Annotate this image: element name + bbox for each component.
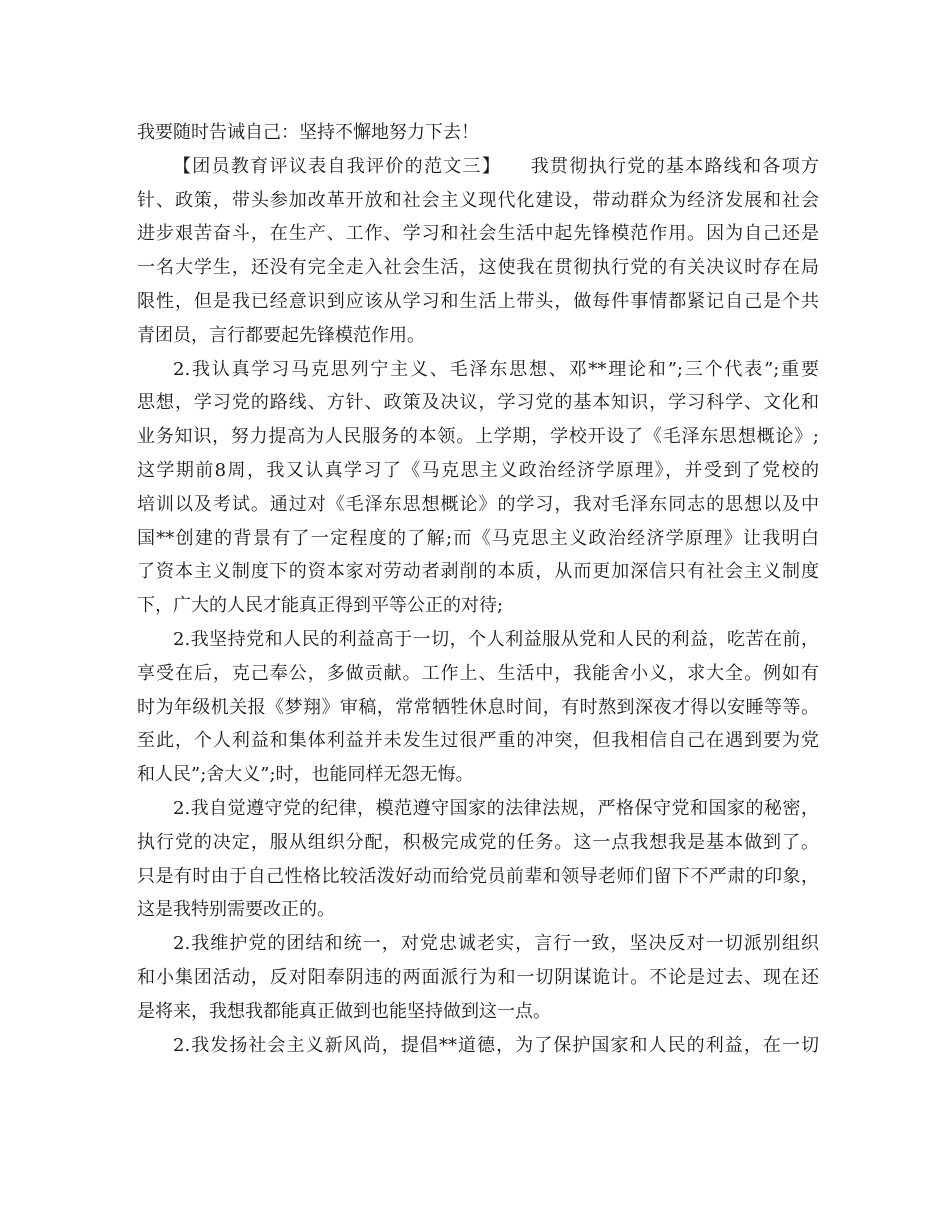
text-line: 【团员教育评议表自我评价的范文三】 我贯彻执行党的基本路线和各项方	[173, 155, 819, 177]
text-line: 我要随时告诫自己：坚持不懈地努力下去！	[137, 122, 479, 143]
text-line: 下，广大的人民才能真正得到平等公正的对待;	[137, 595, 504, 617]
text-line: 国**创建的背景有了一定程度的了解;而《马克思主义政治经济学原理》让我明白	[137, 527, 819, 549]
text-line: 享受在后，克己奉公，多做贡献。工作上、生活中，我能舍小义，求大全。例如有	[137, 662, 819, 684]
text-line: 这学期前8周，我又认真学习了《马克思主义政治经济学原理》，并受到了党校的	[137, 459, 819, 481]
text-line: 2.我维护党的团结和统一，对党忠诚老实，言行一致，坚决反对一切派别组织	[173, 933, 819, 955]
text-line: 2.我自觉遵守党的纪律，模范遵守国家的法律法规，严格保守党和国家的秘密，	[173, 797, 819, 819]
text-line: 是将来，我想我都能真正做到也能坚持做到这一点。	[137, 1000, 551, 1022]
text-line: 2.我坚持党和人民的利益高于一切，个人利益服从党和人民的利益，吃苦在前，	[173, 628, 819, 650]
text-line: 2.我认真学习马克思列宁主义、毛泽东思想、邓**理论和”;三个代表”;重要	[173, 358, 819, 380]
text-line: 和人民”;舍大义”;时，也能同样无怨无悔。	[137, 764, 474, 786]
text-line: 业务知识，努力提高为人民服务的本领。上学期，学校开设了《毛泽东思想概论》;	[137, 426, 819, 448]
text-line: 青团员，言行都要起先锋模范作用。	[137, 324, 425, 346]
text-line: 只是有时由于自己性格比较活泼好动而给党员前辈和领导老师们留下不严肃的印象，	[137, 865, 819, 887]
document-body	[137, 116, 819, 1062]
text-line: 限性，但是我已经意识到应该从学习和生活上带头，做每件事情都紧记自己是个共	[137, 290, 819, 312]
text-line: 执行党的决定，服从组织分配，积极完成党的任务。这一点我想我是基本做到了。	[137, 831, 819, 853]
text-line: 时为年级机关报《梦翔》审稿，常常牺牲休息时间，有时熬到深夜才得以安睡等等。	[137, 696, 819, 718]
text-line: 进步艰苦奋斗，在生产、工作、学习和社会生活中起先锋模范作用。因为自己还是	[137, 223, 819, 245]
text-line: 一名大学生，还没有完全走入社会生活，这使我在贯彻执行党的有关决议时存在局	[137, 257, 819, 279]
text-line: 了资本主义制度下的资本家对劳动者剥削的本质，从而更加深信只有社会主义制度	[137, 561, 819, 583]
text-line: 培训以及考试。通过对《毛泽东思想概论》的学习，我对毛泽东同志的思想以及中	[137, 493, 819, 515]
text-line: 针、政策，带头参加改革开放和社会主义现代化建设，带动群众为经济发展和社会	[137, 189, 819, 211]
text-line: 这是我特别需要改正的。	[137, 899, 335, 921]
text-line: 和小集团活动，反对阳奉阴违的两面派行为和一切阴谋诡计。不论是过去、现在还	[137, 966, 819, 988]
text-line: 2.我发扬社会主义新风尚，提倡**道德，为了保护国家和人民的利益，在一切	[173, 1034, 819, 1056]
text-line: 思想，学习党的路线、方针、政策及决议，学习党的基本知识，学习科学、文化和	[137, 392, 819, 414]
text-line: 至此，个人利益和集体利益并未发生过很严重的冲突，但我相信自己在遇到要为党	[137, 730, 819, 752]
